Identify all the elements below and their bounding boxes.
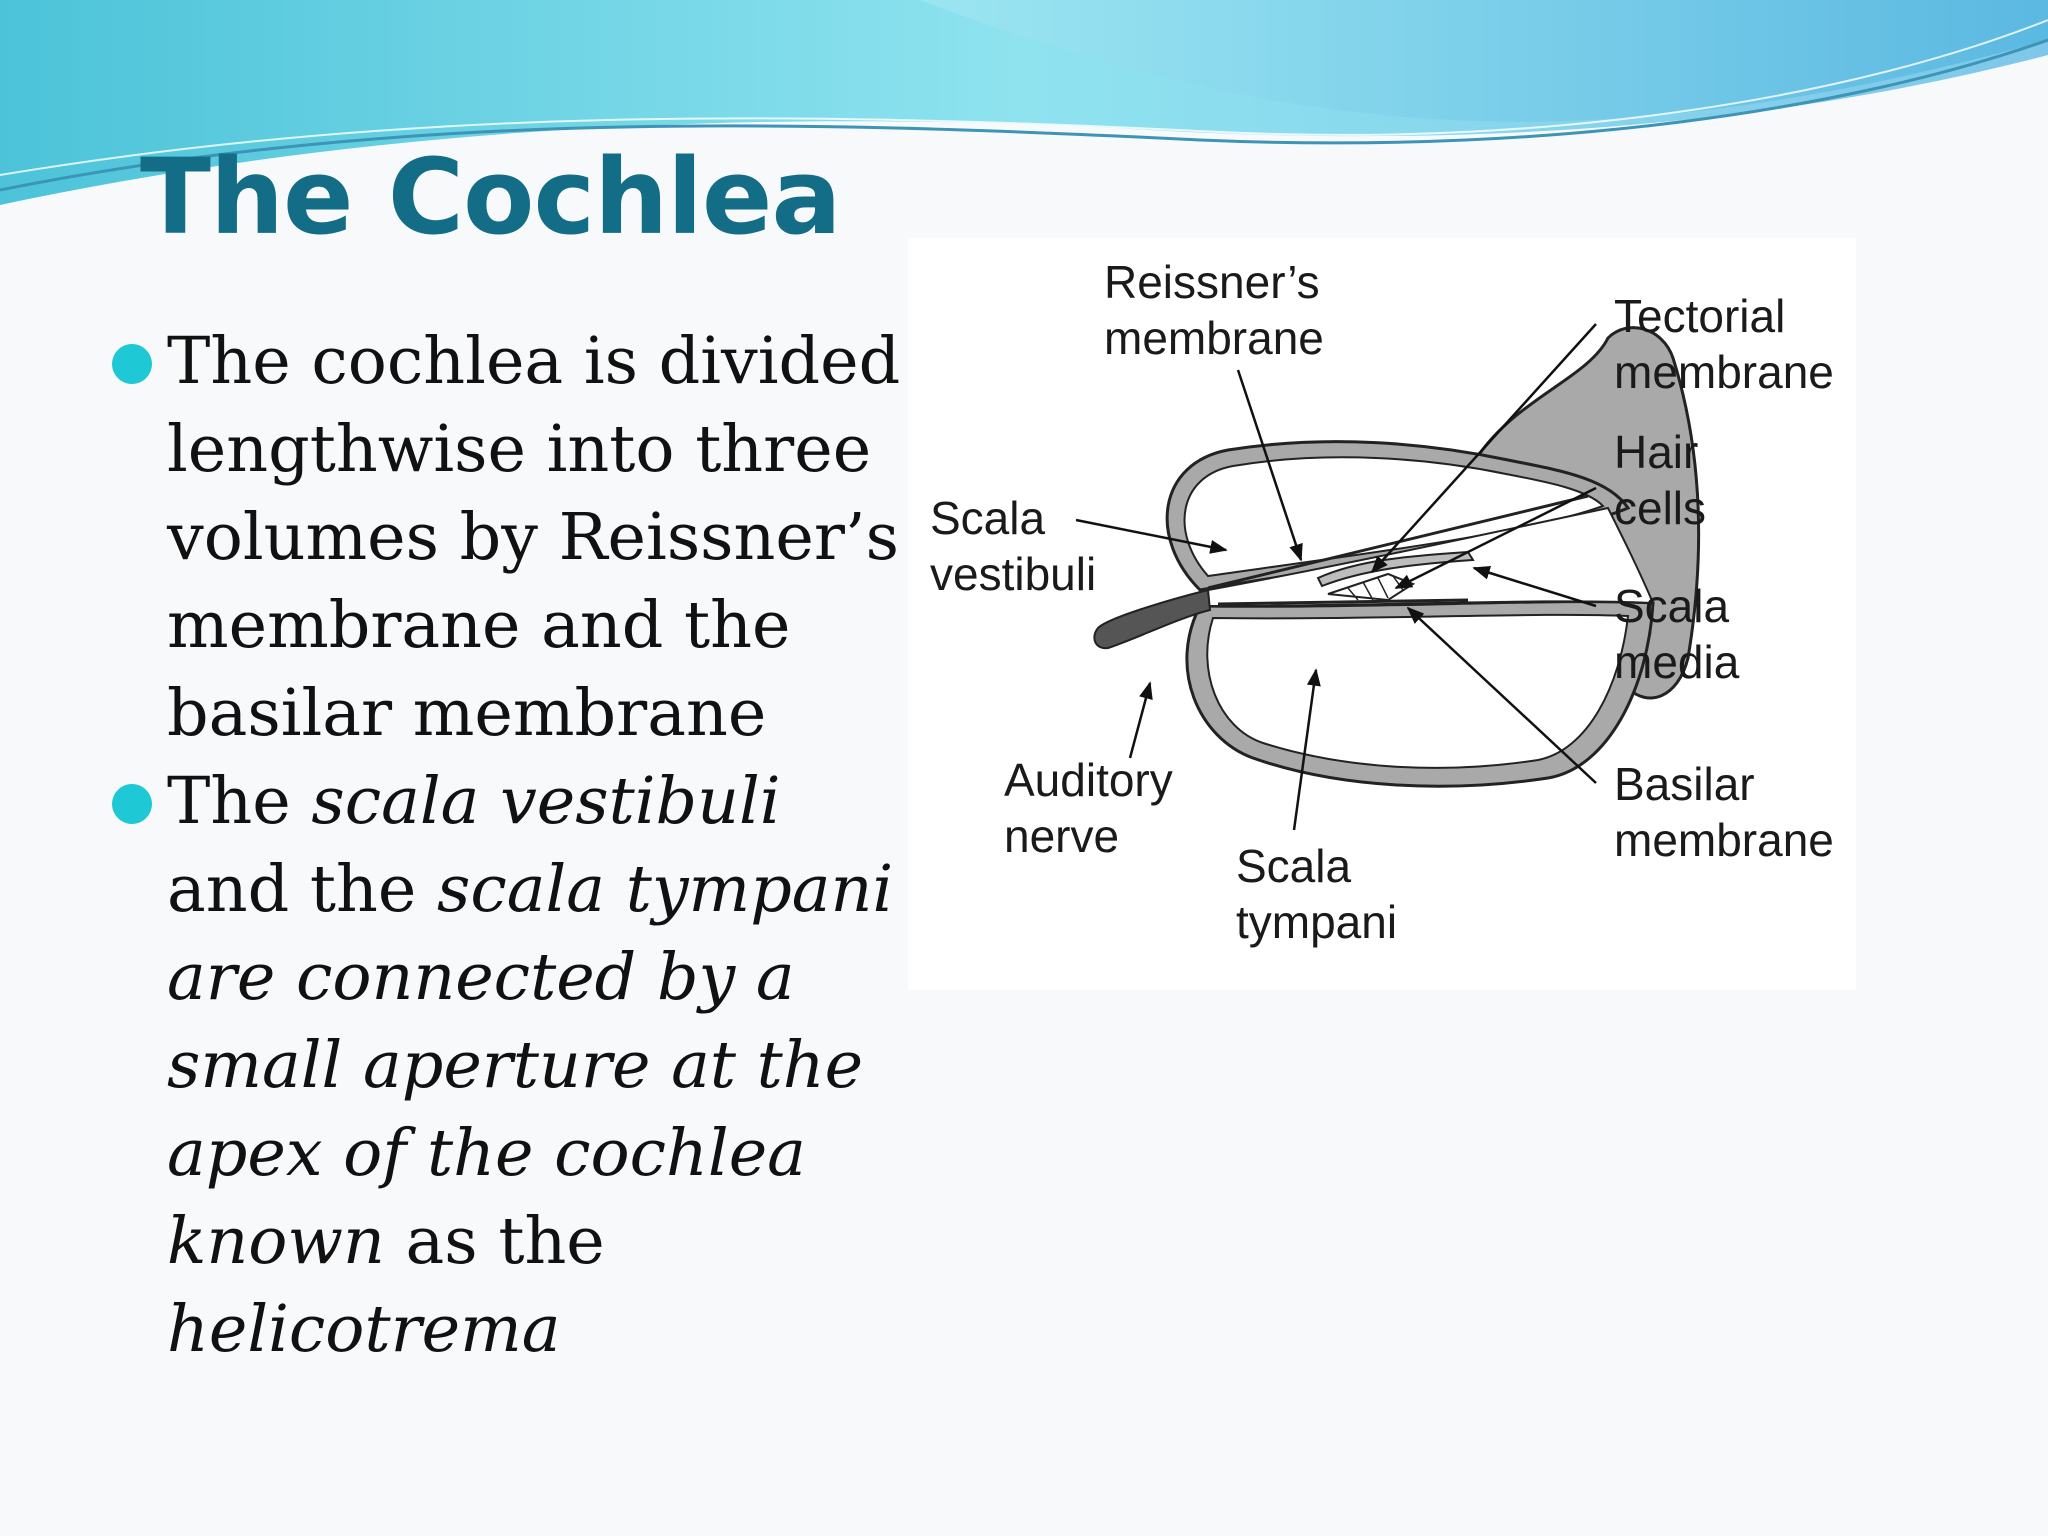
label-scala-tympani: Scala tympani bbox=[1236, 840, 1398, 948]
bullet-text-segment: and the bbox=[167, 852, 437, 927]
label-hair-cells: Hair cells bbox=[1614, 426, 1707, 534]
cochlea-diagram bbox=[908, 238, 1856, 990]
bullet-dot-icon bbox=[112, 344, 152, 384]
label-auditory-nerve: Auditory nerve bbox=[1004, 754, 1173, 862]
bullet-text-italic: scala tympani are connected by a small aperture at the apex of the cochlea known bbox=[167, 852, 894, 1279]
bullet-text: The cochlea is divided lengthwise into three volumes by Reissner’s membrane and the basilar membrane bbox=[167, 324, 901, 751]
arrow-auditory-nerve bbox=[1130, 683, 1150, 758]
bullet-text-segment: The bbox=[167, 764, 312, 839]
label-scala-media: Scala media bbox=[1614, 580, 1740, 688]
bullet-list bbox=[112, 318, 912, 1374]
bullet-dot-icon bbox=[112, 784, 152, 824]
scala-tympani-chamber bbox=[1207, 615, 1628, 768]
label-tectorial-membrane: Tectorial membrane bbox=[1614, 290, 1834, 398]
label-basilar-membrane: Basilar membrane bbox=[1614, 758, 1834, 866]
bullet-text-italic: helicotrema bbox=[167, 1292, 561, 1367]
label-scala-vestibuli: Scala vestibuli bbox=[930, 492, 1097, 600]
bullet-text-segment: as the bbox=[384, 1204, 605, 1279]
bullet-text-italic: scala vestibuli bbox=[311, 764, 781, 839]
slide-title: The Cochlea bbox=[140, 136, 841, 258]
bullet-item bbox=[112, 318, 912, 758]
label-reissners-membrane: Reissner’s membrane bbox=[1104, 256, 1324, 364]
bullet-item bbox=[112, 758, 912, 1374]
